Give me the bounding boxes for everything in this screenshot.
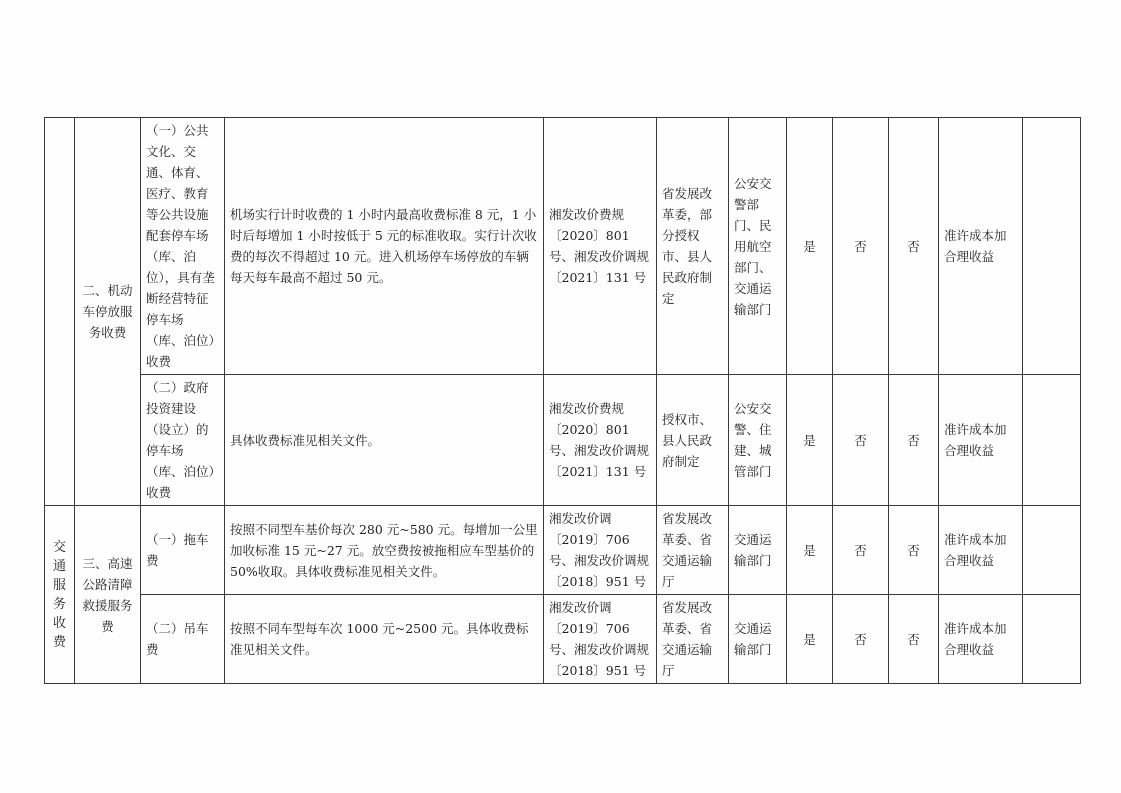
table-row <box>45 506 1081 595</box>
pricing-method: 准许成本加合理收益 <box>939 375 1023 506</box>
category-cell-blank <box>45 118 75 506</box>
item-name: （二）政府投资建设（设立）的停车场（库、泊位）收费 <box>141 375 225 506</box>
table-row <box>45 118 1081 375</box>
flag-cell-3: 否 <box>889 595 939 684</box>
charge-standard: 机场实行计时收费的 1 小时内最高收费标准 8 元，1 小时后每增加 1 小时按低于 5 元的标准收取。实行计次收费的每次不得超过 10 元。进入机场停车场停放的车辆每天每车最高不超过 50 元。 <box>225 118 544 375</box>
supervising-department: 交通运输部门 <box>729 595 787 684</box>
supervising-department: 公安交警部门、民用航空部门、交通运输部门 <box>729 118 787 375</box>
empty-cell <box>1023 375 1081 506</box>
empty-cell <box>1023 118 1081 375</box>
flag-cell-1: 是 <box>787 375 833 506</box>
pricing-method: 准许成本加合理收益 <box>939 506 1023 595</box>
group-label: 三、高速公路清障救援服务费 <box>75 506 141 684</box>
fee-table <box>44 117 1081 684</box>
pricing-authority: 省发展改革委，部分授权市、县人民政府制定 <box>657 118 729 375</box>
policy-basis: 湘发改价调〔2019〕706 号、湘发改价调规〔2018〕951 号 <box>544 506 657 595</box>
flag-cell-1: 是 <box>787 595 833 684</box>
pricing-authority: 授权市、县人民政府制定 <box>657 375 729 506</box>
category-label: 交通服务收费 <box>45 506 75 684</box>
flag-cell-3: 否 <box>889 506 939 595</box>
policy-basis: 湘发改价费规〔2020〕801 号、湘发改价调规〔2021〕131 号 <box>544 375 657 506</box>
charge-standard: 具体收费标准见相关文件。 <box>225 375 544 506</box>
flag-cell-3: 否 <box>889 118 939 375</box>
flag-cell-2: 否 <box>833 375 889 506</box>
flag-cell-2: 否 <box>833 118 889 375</box>
pricing-authority: 省发展改革委、省交通运输厅 <box>657 506 729 595</box>
flag-cell-3: 否 <box>889 375 939 506</box>
empty-cell <box>1023 595 1081 684</box>
policy-basis: 湘发改价调〔2019〕706 号、湘发改价调规〔2018〕951 号 <box>544 595 657 684</box>
charge-standard: 按照不同车型每车次 1000 元~2500 元。具体收费标准见相关文件。 <box>225 595 544 684</box>
flag-cell-1: 是 <box>787 506 833 595</box>
group-label: 二、机动车停放服务收费 <box>75 118 141 506</box>
flag-cell-2: 否 <box>833 595 889 684</box>
charge-standard: 按照不同型车基价每次 280 元~580 元。每增加一公里加收标准 15 元~27 元。放空费按被拖相应车型基价的 50%收取。具体收费标准见相关文件。 <box>225 506 544 595</box>
item-name: （一）拖车费 <box>141 506 225 595</box>
item-name: （一）公共文化、交通、体育、医疗、教育等公共设施配套停车场（库、泊位），具有垄断经营特征停车场（库、泊位）收费 <box>141 118 225 375</box>
supervising-department: 公安交警、住建、城管部门 <box>729 375 787 506</box>
policy-basis: 湘发改价费规〔2020〕801 号、湘发改价调规〔2021〕131 号 <box>544 118 657 375</box>
pricing-method: 准许成本加合理收益 <box>939 118 1023 375</box>
pricing-method: 准许成本加合理收益 <box>939 595 1023 684</box>
table-row <box>45 595 1081 684</box>
supervising-department: 交通运输部门 <box>729 506 787 595</box>
table-row <box>45 375 1081 506</box>
flag-cell-1: 是 <box>787 118 833 375</box>
item-name: （二）吊车费 <box>141 595 225 684</box>
flag-cell-2: 否 <box>833 506 889 595</box>
empty-cell <box>1023 506 1081 595</box>
pricing-authority: 省发展改革委、省交通运输厅 <box>657 595 729 684</box>
